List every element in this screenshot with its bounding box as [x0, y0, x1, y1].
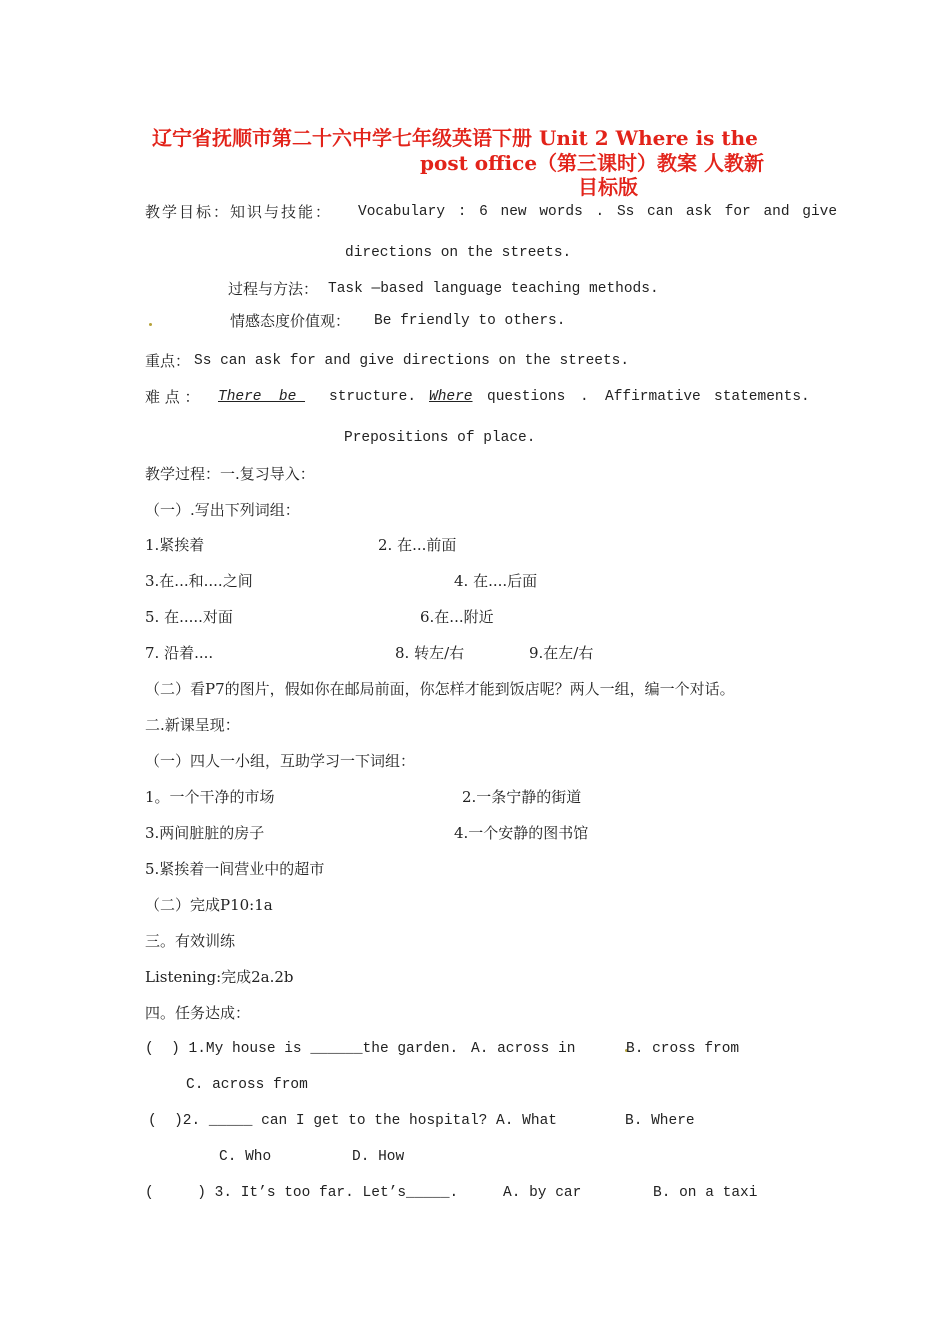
phrase-item-1: 1.紧挨着 — [145, 536, 205, 554]
difficulties-line2: Prepositions of place. — [344, 430, 536, 446]
new-phrase-1: 1。一个干净的市场 — [145, 788, 275, 806]
difficulty-where: Where — [429, 389, 473, 405]
phrase-item-6: 6.在...附近 — [420, 608, 494, 626]
phrase-item-9: 9.在左/右 — [529, 644, 594, 662]
question-3: ( ) 3. It’s too far. Let’s_____. — [145, 1185, 459, 1201]
process-method-label: 过程与方法： — [228, 280, 319, 298]
speck-mark — [149, 323, 152, 326]
new-lesson-sub1: （一）四人一小组，互助学习一下词组： — [145, 752, 416, 770]
question-2: ( )2. _____ can I get to the hospital? A. What — [148, 1113, 557, 1129]
difficulty-dot: . — [580, 389, 589, 405]
difficulty-affirmative: Affirmative — [605, 389, 701, 405]
objectives-text: Vocabulary : 6 new words . Ss can ask for and give — [358, 204, 838, 220]
question-3-option-b: B. on a taxi — [653, 1185, 758, 1201]
question-2-option-d: D. How — [352, 1149, 405, 1165]
process-heading: 教学过程：一.复习导入： — [145, 465, 315, 483]
training-heading: 三。有效训练 — [145, 932, 236, 950]
difficulty-structure: structure. — [329, 389, 417, 405]
new-lesson-sub2: （二）完成P10:1a — [145, 896, 273, 914]
page-title-line3: 目标版 — [578, 175, 638, 199]
question-3-option-a: A. by car — [503, 1185, 582, 1201]
new-lesson-heading: 二.新课呈现： — [145, 716, 240, 734]
key-points-text: Ss can ask for and give directions on the streets. — [194, 353, 630, 369]
page-title-line2: post office（第三课时）教案 人教新 — [420, 151, 765, 175]
phrase-item-2: 2. 在...前面 — [378, 536, 457, 554]
emotion-label: 情感态度价值观： — [230, 312, 351, 330]
phrase-item-3: 3.在...和....之间 — [145, 572, 253, 590]
training-listening: Listening:完成2a.2b — [145, 968, 294, 986]
key-points-label: 重点： — [145, 352, 191, 370]
phrase-item-7: 7. 沿着.... — [145, 644, 214, 662]
question-2-option-c: C. Who — [219, 1149, 272, 1165]
question-1-option-c: C. across from — [186, 1077, 308, 1093]
difficulty-questions: questions — [487, 389, 566, 405]
difficulty-there-be: There be — [218, 389, 306, 405]
page-title-line1: 辽宁省抚顺市第二十六中学七年级英语下册 Unit 2 Where is the — [152, 126, 758, 150]
question-1-option-a: A. across in — [471, 1041, 576, 1057]
objectives-text-2: directions on the streets. — [345, 245, 572, 261]
question-1-option-b: B. cross from — [626, 1041, 740, 1057]
phrase-item-8: 8. 转左/右 — [395, 644, 465, 662]
question-1: ( ) 1.My house is ______the garden. — [145, 1041, 459, 1057]
new-phrase-5: 5.紧挨着一间营业中的超市 — [145, 860, 325, 878]
phrase-item-5: 5. 在.....对面 — [145, 608, 233, 626]
process-method-text: Task —based language teaching methods. — [328, 281, 659, 297]
difficulty-statements: statements. — [714, 389, 810, 405]
emotion-text: Be friendly to others. — [374, 313, 566, 329]
process-sub1: （一）.写出下列词组： — [145, 501, 300, 519]
question-2-option-b: B. Where — [625, 1113, 695, 1129]
process-sub2: （二）看P7的图片，假如你在邮局前面，你怎样才能到饭店呢？两人一组，编一个对话。 — [145, 680, 735, 698]
new-phrase-3: 3.两间脏脏的房子 — [145, 824, 265, 842]
new-phrase-4: 4.一个安静的图书馆 — [454, 824, 589, 842]
difficulties-label: 难 点 ： — [145, 388, 200, 406]
objectives-label: 教学目标：知识与技能： — [145, 203, 333, 221]
phrase-item-4: 4. 在....后面 — [454, 572, 538, 590]
task-heading: 四。任务达成： — [145, 1004, 251, 1022]
new-phrase-2: 2.一条宁静的街道 — [462, 788, 582, 806]
